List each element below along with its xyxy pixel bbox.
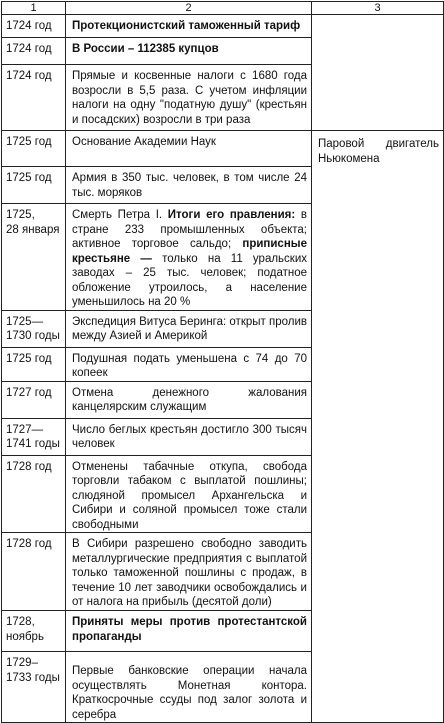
date-cell: 1728 год xyxy=(2,455,66,533)
event-cell: Армия в 350 тыс. человек, в том числе 24 тыс. моряков xyxy=(66,167,312,204)
date-cell: 1724 год xyxy=(2,65,66,131)
date-line-2: 28 января xyxy=(6,223,60,236)
date-cell xyxy=(2,611,66,652)
event-text: Приняты меры против протестантской пропаганды xyxy=(72,616,307,643)
note-cell: Паровой двигатель Ньюкомена xyxy=(312,131,444,723)
date-cell: 1725 год xyxy=(2,347,66,381)
date-cell: 1729–1733 годы xyxy=(2,652,66,723)
column-header-1: 1 xyxy=(2,2,66,15)
event-cell xyxy=(66,611,312,652)
column-header-2: 2 xyxy=(66,2,312,15)
date-cell: 1727—1741 годы xyxy=(2,418,66,455)
event-cell xyxy=(66,38,312,65)
date-line-1: 1725, xyxy=(6,209,35,221)
date-cell: 1725 год xyxy=(2,167,66,204)
column-header-3: 3 xyxy=(312,2,444,15)
event-cell: Основание Академии Наук xyxy=(66,131,312,167)
event-cell: Подушная подать уменьшена с 74 до 70 копеек xyxy=(66,347,312,381)
event-text: В России – 112385 купцов xyxy=(72,43,219,55)
event-cell: Первые банковские операции начала осуществлять Монетная контора. Краткосрочные ссуды под залог золота и серебра xyxy=(66,652,312,723)
date-cell: 1725 год xyxy=(2,131,66,167)
event-cell: Прямые и косвенные налоги с 1680 года возросли в 5,5 раза. С учетом инфляции налоги на одну "податную душу" (крестьян и посадских) возросли в три раза xyxy=(66,65,312,131)
event-cell: В Сибири разрешено свободно заводить металлургические предприятия с выплатой только таможенной пошлины с продаж, в течение 10 лет заводчики освобождались и от налога на прибыль (десятой доли) xyxy=(66,533,312,611)
event-text-part: Итоги его правления: xyxy=(167,209,296,221)
event-text-part: приписные крестьяне — xyxy=(72,238,307,265)
date-line-1: 1728, xyxy=(6,616,35,628)
date-cell xyxy=(2,204,66,311)
date-line-2: ноябрь xyxy=(6,630,44,643)
header-row xyxy=(2,2,444,15)
event-cell: Экспедиция Витуса Беринга: открыт пролив между Азией и Америкой xyxy=(66,310,312,347)
date-cell: 1727 год xyxy=(2,381,66,418)
table-row xyxy=(2,131,444,167)
table-row xyxy=(2,15,444,38)
event-text: Протекционистский таможенный тариф xyxy=(72,20,301,32)
date-cell: 1724 год xyxy=(2,15,66,38)
event-cell: Отмена денежного жалования канцелярским служащим xyxy=(66,381,312,418)
chronology-table xyxy=(1,1,444,723)
date-cell: 1724 год xyxy=(2,38,66,65)
event-text-part: Смерть Петра I. xyxy=(72,209,168,221)
event-cell xyxy=(66,15,312,38)
event-cell xyxy=(66,204,312,311)
date-cell: 1725—1730 годы xyxy=(2,310,66,347)
event-cell: Число беглых крестьян достигло 300 тысяч человек xyxy=(66,418,312,455)
note-cell xyxy=(312,15,444,131)
event-cell: Отменены табачные откупа, свобода торговли табаком с выплатой пошлины; слюдяной промысел Архангельска и Сибири и соляной промысел тоже стали свободными xyxy=(66,455,312,533)
date-cell: 1728 год xyxy=(2,533,66,611)
event-text-part: только на 11 уральских заводах – 25 тыс. человек; податное обложение утроилось, а население уменьшилось на 20 % xyxy=(72,252,308,308)
event-text-part: в стране 233 промышленных объекта; активное торговое сальдо; xyxy=(72,209,308,250)
